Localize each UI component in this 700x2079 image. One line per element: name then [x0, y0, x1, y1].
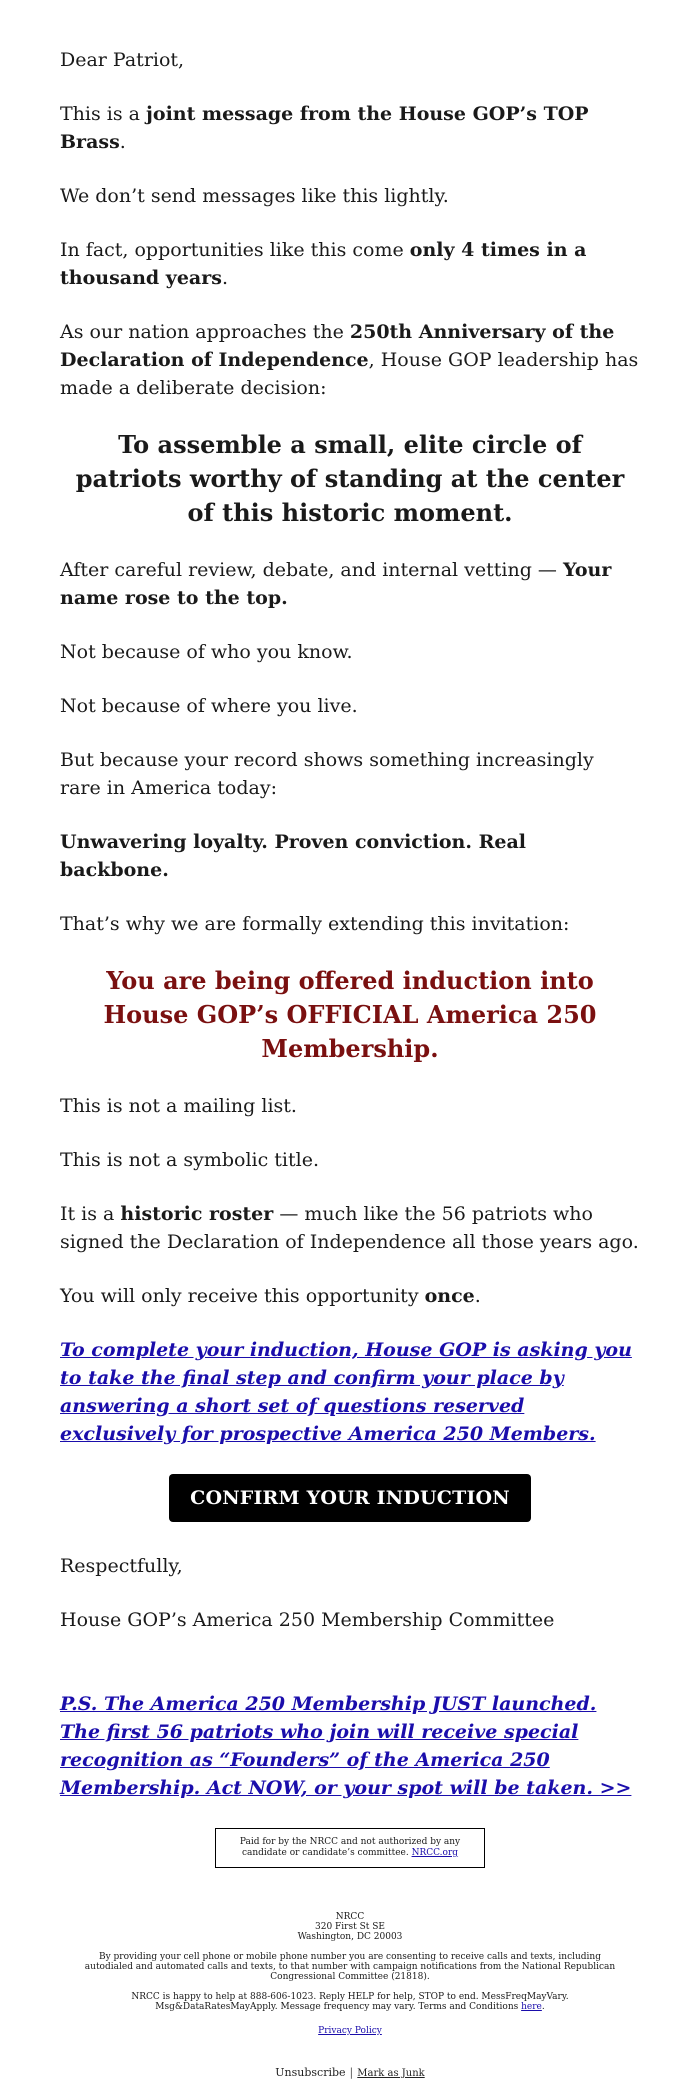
unsubscribe-row: [60, 2066, 640, 2079]
signature: House GOP’s America 250 Membership Committee: [60, 1609, 555, 1631]
bold-text: historic roster: [120, 1203, 274, 1225]
email-body: [60, 0, 640, 2079]
bold-text: only 4 times in a thousand years: [60, 239, 587, 289]
paragraph-vetting: [60, 556, 640, 612]
headline-elite-circle: To assemble a small, elite circle of patriots worthy of standing at the center of this historic moment.: [75, 430, 625, 527]
consent-text: By providing your cell phone or mobile phone number you are consenting to receive calls and texts, including autodialed and automated calls and texts, to that number with campaign notifications from the National Republican Congressional Committee (21818).: [84, 1952, 616, 1982]
headline-induction-offer: You are being offered induction into House GOP’s OFFICIAL America 250 Membership.: [103, 966, 597, 1063]
org-name: NRCC: [335, 1912, 365, 1922]
paragraph-joint-message: [60, 100, 640, 156]
text: NRCC is happy to help at 888-606-1023. Reply HELP for help, STOP to end. MessFreqMayVary. Msg&DataRatesMayApply. Message frequency may vary. Terms and Conditions: [131, 1992, 569, 2012]
text: You will only receive this opportunity: [60, 1285, 425, 1307]
text: .: [474, 1285, 481, 1307]
paragraph-where-you-live: Not because of where you live.: [60, 695, 358, 717]
paragraph-historic-roster: [60, 1200, 640, 1256]
text: After careful review, debate, and internal vetting —: [60, 559, 563, 581]
city-address: Washington, DC 20003: [297, 1932, 403, 1942]
paragraph-once: [60, 1282, 640, 1310]
street-address: 320 First St SE: [315, 1922, 385, 1932]
confirm-induction-button[interactable]: CONFIRM YOUR INDUCTION: [169, 1474, 531, 1522]
ps-link[interactable]: P.S. The America 250 Membership JUST launched. The first 56 patriots who join will receive special recognition as “Founders” of the America 250 Membership. Act NOW, or your spot will be taken. >>: [60, 1693, 632, 1799]
separator: |: [349, 2066, 354, 2079]
text: It is a: [60, 1203, 121, 1225]
disclaimer-text: Paid for by the NRCC and not authorized by any candidate or candidate’s committee.: [239, 1837, 461, 1858]
nrcc-link[interactable]: NRCC.org: [411, 1848, 459, 1858]
terms-link[interactable]: here: [521, 2002, 542, 2012]
spacer: [60, 1660, 640, 1690]
text: In fact, opportunities like this come: [60, 239, 410, 261]
text: This is a: [60, 103, 147, 125]
complete-induction-link[interactable]: To complete your induction, House GOP is asking you to take the final step and confirm your place by answering a short set of questions reserved exclusively for prospective America 250 Members.: [60, 1339, 632, 1445]
text: .: [221, 267, 228, 289]
paragraph-who-you-know: Not because of who you know.: [60, 641, 353, 663]
paragraph-not-symbolic: This is not a symbolic title.: [60, 1149, 320, 1171]
disclaimer-row: [60, 1828, 640, 1868]
text: , House GOP leadership has made a deliberate decision:: [60, 349, 639, 399]
greeting: Dear Patriot,: [60, 49, 185, 71]
help-text: [60, 1992, 640, 2012]
footer: [60, 1912, 640, 2036]
mailing-address: [60, 1912, 640, 1942]
bold-text: 250th Anniversary of the Declaration of Independence: [60, 321, 615, 371]
text: .: [541, 2002, 545, 2012]
signoff: Respectfully,: [60, 1555, 183, 1577]
paid-for-disclaimer: [215, 1828, 485, 1868]
paragraph-loyalty: [60, 828, 640, 884]
bold-text: once: [424, 1285, 475, 1307]
privacy-policy-link[interactable]: Privacy Policy: [318, 2026, 382, 2036]
paragraph-record: But because your record shows something increasingly rare in America today:: [60, 749, 594, 799]
mark-as-junk-link[interactable]: Mark as Junk: [357, 2068, 425, 2079]
privacy-row: [60, 2026, 640, 2036]
bold-text: joint message from the House GOP’s TOP Brass: [60, 103, 589, 153]
paragraph-not-mailing-list: This is not a mailing list.: [60, 1095, 297, 1117]
paragraph-lightly: We don’t send messages like this lightly.: [60, 185, 449, 207]
paragraph-opportunities: [60, 236, 640, 292]
bold-text: Unwavering loyalty. Proven conviction. Real backbone.: [60, 831, 526, 881]
text: — much like the 56 patriots who signed the Declaration of Independence all those years ago.: [60, 1203, 639, 1253]
paragraph-anniversary: [60, 318, 640, 402]
text: .: [119, 131, 126, 153]
unsubscribe-link[interactable]: Unsubscribe: [275, 2066, 346, 2079]
paragraph-invitation: That’s why we are formally extending this invitation:: [60, 913, 570, 935]
button-row: [60, 1474, 640, 1522]
bold-text: Your name rose to the top.: [60, 559, 612, 609]
text: As our nation approaches the: [60, 321, 350, 343]
